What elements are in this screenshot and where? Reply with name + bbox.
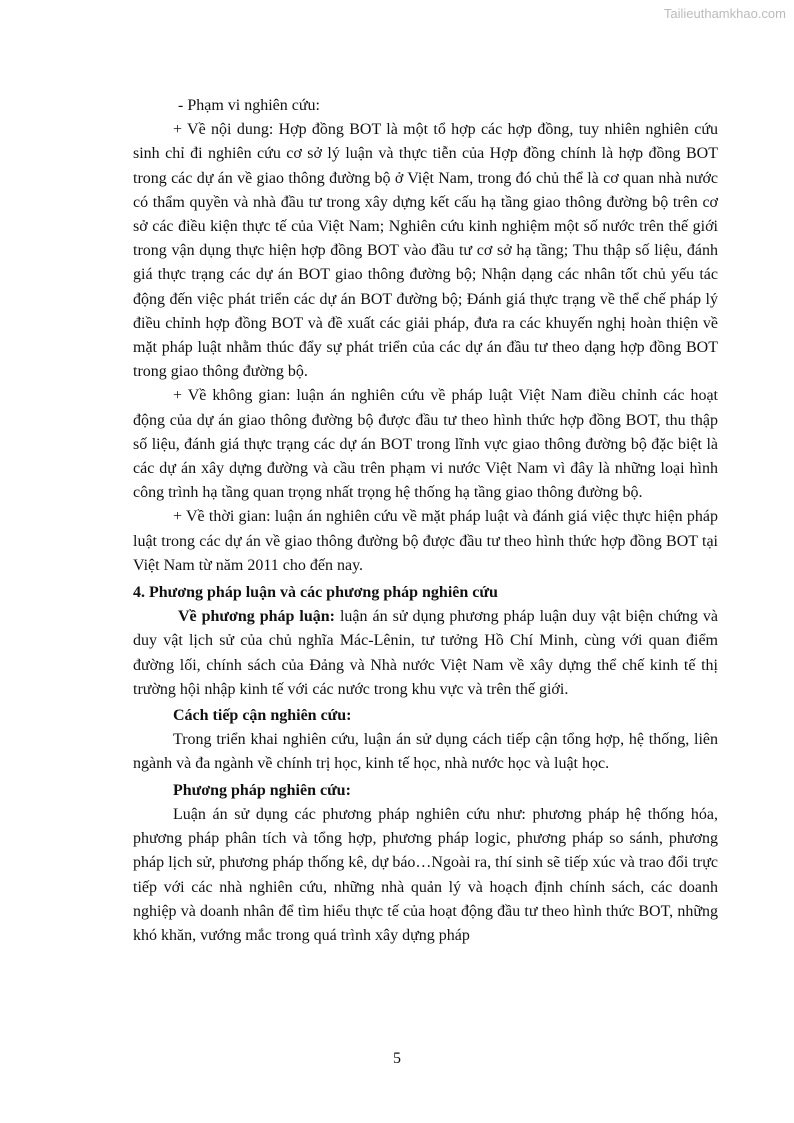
methods-heading: Phương pháp nghiên cứu: [173, 781, 351, 799]
document-body [133, 94, 718, 948]
scope-space-paragraph: + Về không gian: luận án nghiên cứu về pháp luật Việt Nam điều chỉnh các hoạt động của dự án giao thông đường bộ được đầu tư theo hình thức hợp đồng BOT, thu thập số liệu, đánh giá thực trạng các dự án BOT trong lĩnh vực giao thông đường bộ đặc biệt là các dự án xây dựng đường và cầu trên phạm vi nước Việt Nam vì đây là những loại hình công trình hạ tầng quan trọng nhất trọng hệ thống hạ tầng giao thông đường bộ. [133, 387, 718, 502]
scope-content-paragraph: + Về nội dung: Hợp đồng BOT là một tổ hợp các hợp đồng, tuy nhiên nghiên cứu sinh chỉ đi nghiên cứu cơ sở lý luận và thực tiễn của Hợp đồng chính là hợp đồng BOT trong các dự án về giao thông đường bộ ở Việt Nam, trong đó chủ thể là cơ quan nhà nước có thẩm quyền và nhà đầu tư trong xây dựng kết cấu hạ tầng giao thông đường bộ trên cơ sở các điều kiện thực tế của Việt Nam; Nghiên cứu kinh nghiệm một số nước trên thế giới trong vận dụng thực hiện hợp đồng BOT vào đầu tư cơ sở hạ tầng; Thu thập số liệu, đánh giá thực trạng các dự án BOT giao thông đường bộ; Nhận dạng các nhân tốt chủ yếu tác động đến việc phát triển các dự án BOT đường bộ; Đánh giá thực trạng về thể chế pháp lý điều chỉnh hợp đồng BOT và đề xuất các giải pháp, đưa ra các khuyến nghị hoàn thiện về mặt pháp luật nhằm thúc đẩy sự phát triển của các dự án đầu tư theo dạng hợp đồng BOT trong giao thông đường bộ. [133, 121, 718, 381]
methods-paragraph: Luận án sử dụng các phương pháp nghiên cứu như: phương pháp hệ thống hóa, phương pháp phân tích và tổng hợp, phương pháp logic, phương pháp so sánh, phương pháp lịch sử, phương pháp thống kê, dự báo…Ngoài ra, thí sinh sẽ tiếp xúc và trao đổi trực tiếp với các nhà nghiên cứu, những nhà quản lý và hoạch định chính sách, các doanh nghiệp và doanh nhân để tìm hiểu thực tế của hoạt động đầu tư theo hình thức BOT, những khó khăn, vướng mắc trong quá trình xây dựng pháp [133, 805, 718, 944]
methodology-label: Về phương pháp luận: [178, 608, 336, 626]
section-4-heading: 4. Phương pháp luận và các phương pháp nghiên cứu [133, 584, 498, 602]
approach-paragraph: Trong triển khai nghiên cứu, luận án sử dụng cách tiếp cận tổng hợp, hệ thống, liên ngành và đa ngành về chính trị học, kinh tế học, nhà nước học và luật học. [133, 731, 718, 773]
methodology-paragraph [133, 605, 718, 702]
methodology-text: luận án sử dụng phương pháp luận duy vật biện chứng và duy vật lịch sử của chủ nghĩa Mác-Lênin, tư tưởng Hồ Chí Minh, cùng với quan điểm đường lối, chính sách của Đảng và Nhà nước Việt Nam về xây dựng thể chế kinh tế thị trường hội nhập kinh tế với các nước trong khu vực và trên thế giới. [133, 608, 719, 698]
scope-heading: - Phạm vi nghiên cứu: [178, 97, 320, 114]
scope-time-paragraph: + Về thời gian: luận án nghiên cứu về mặt pháp luật và đánh giá việc thực hiện pháp luật trong các dự án về giao thông đường bộ được đầu tư theo hình thức hợp đồng BOT tại Việt Nam từ năm 2011 cho đến nay. [133, 508, 718, 574]
page-number: 5 [393, 1050, 401, 1067]
approach-heading: Cách tiếp cận nghiên cứu: [173, 707, 352, 725]
watermark: Tailieuthamkhao.com [663, 6, 786, 21]
